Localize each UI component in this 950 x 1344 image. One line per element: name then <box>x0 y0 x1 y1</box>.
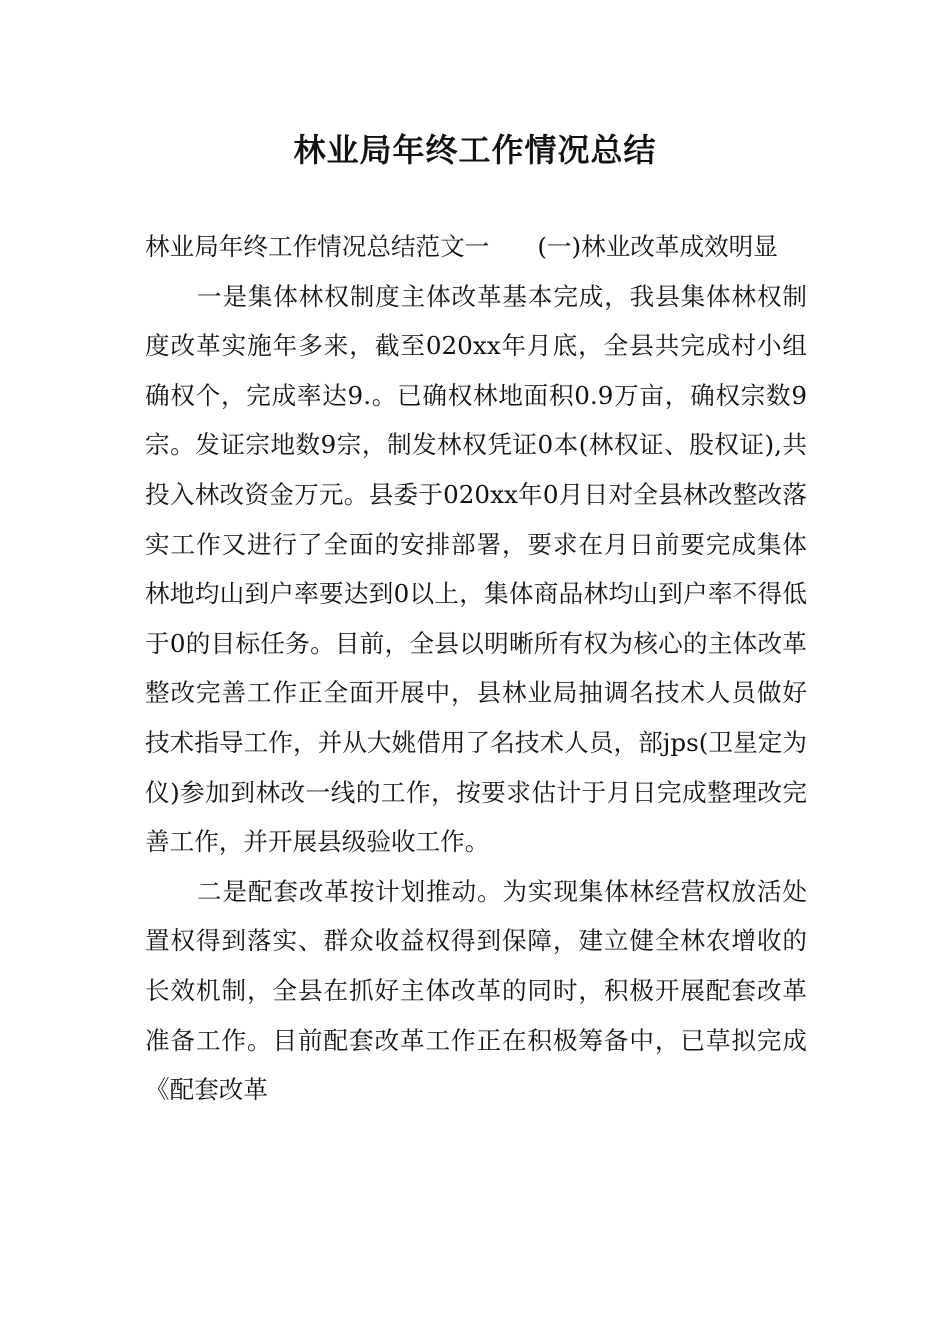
subheading-left: 林业局年终工作情况总结范文一 <box>145 232 490 261</box>
subheading-line <box>145 222 807 272</box>
paragraph-supporting-reform: 二是配套改革按计划推动。为实现集体林经营权放活处置权得到落实、群众收益权得到保障，建立健全林农增收的长效机制，全县在抓好主体改革的同时，积极开展配套改革准备工作。目前配套改革工作正在积极筹备中，已草拟完成《配套改革 <box>145 876 807 1105</box>
document-title: 林业局年终工作情况总结 <box>293 131 657 169</box>
paragraph-forest-rights-reform: 一是集体林权制度主体改革基本完成，我县集体林权制度改革实施年多来，截至020xx年月底，全县共完成村小组确权个，完成率达9.。已确权林地面积0.9万亩，确权宗数9宗。发证宗地数9宗，制发林权凭证0本(林权证、股权证),共投入林改资金万元。县委于020xx年0月日对全县林改整改落实工作又进行了全面的安排部署，要求在月日前要完成集体林地均山到户率要达到0以上，集体商品林均山到户率不得低于0的目标任务。目前，全县以明晰所有权为核心的主体改革整改完善工作正全面开展中，县林业局抽调名技术人员做好技术指导工作，并从大姚借用了名技术人员，部jps(卫星定为仪)参加到林改一线的工作，按要求估计于月日完成整理改完善工作，并开展县级验收工作。 <box>145 281 807 857</box>
document-body <box>145 222 807 1115</box>
subheading-right: (一)林业改革成效明显 <box>537 232 778 261</box>
